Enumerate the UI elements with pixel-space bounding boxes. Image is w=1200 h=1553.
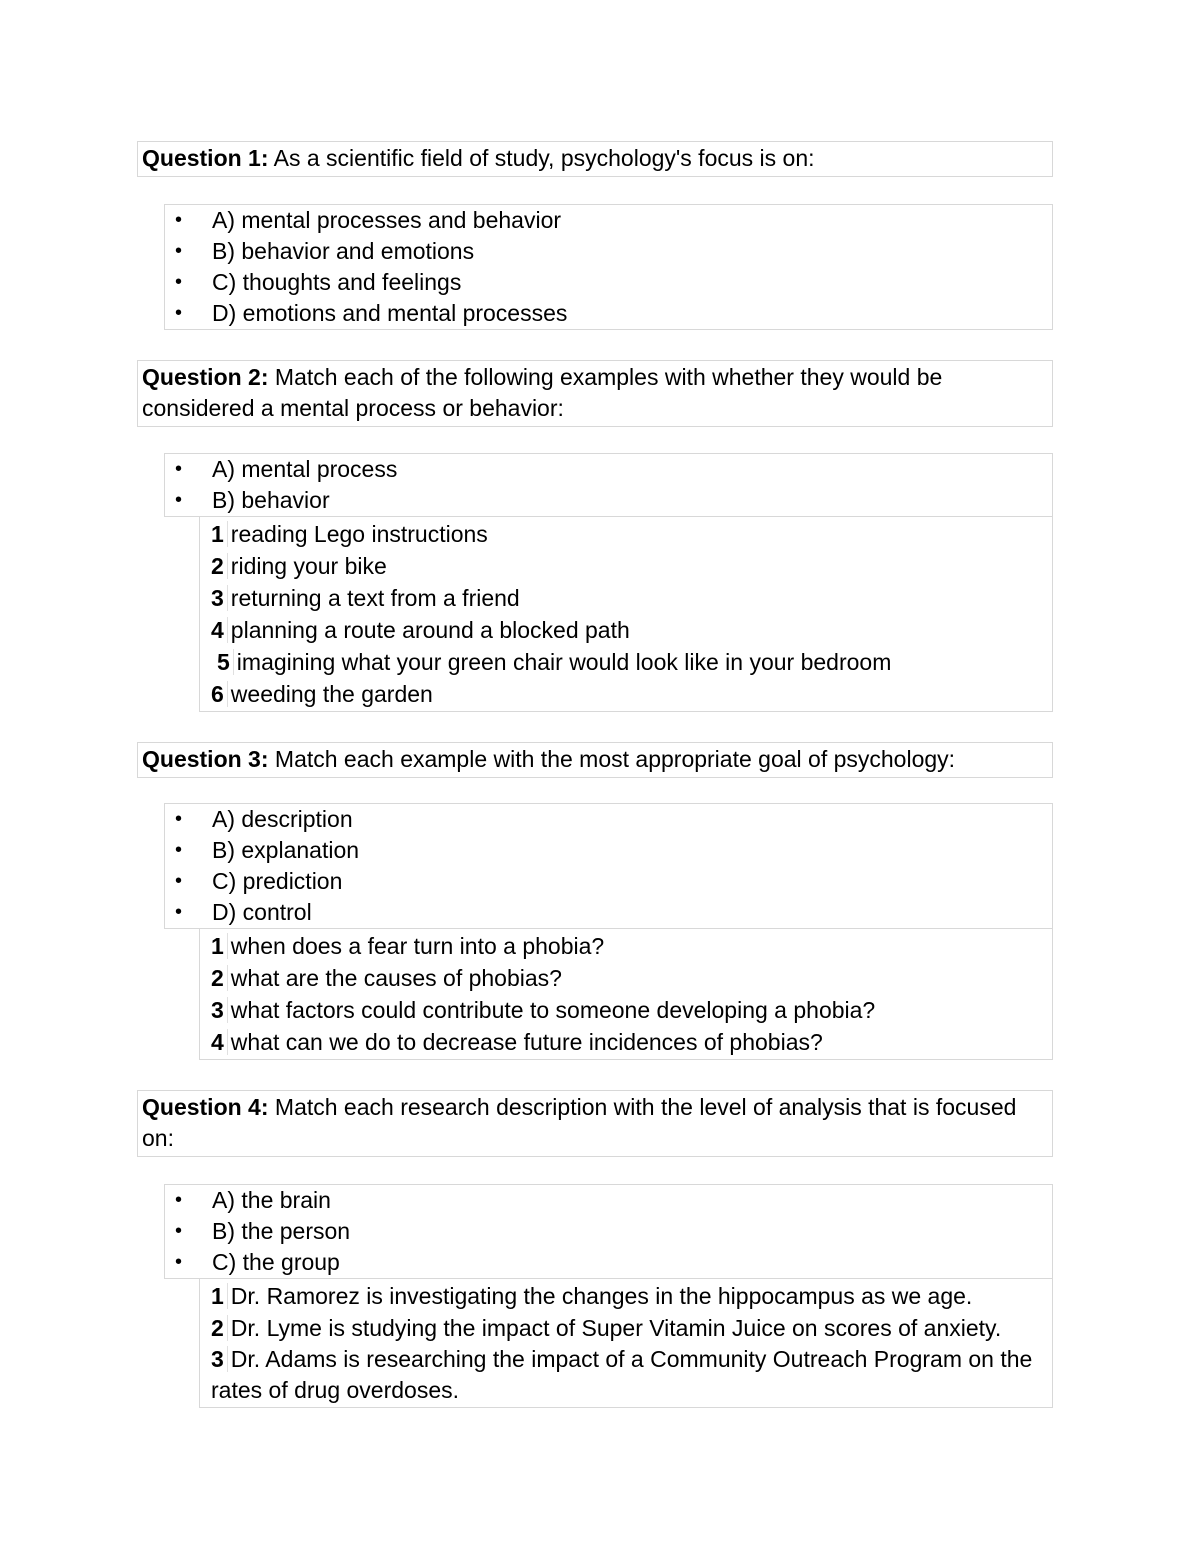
item-text: planning a route around a blocked path — [230, 617, 630, 643]
item-number: 2 — [211, 965, 228, 991]
item-text: what are the causes of phobias? — [230, 965, 562, 991]
item-text: Dr. Lyme is studying the impact of Super Vitamin Juice on scores of anxiety. — [230, 1315, 1002, 1341]
question-2-label: Question 2: — [142, 364, 269, 390]
item-number: 3 — [211, 585, 228, 611]
question-3-label: Question 3: — [142, 746, 269, 772]
list-item — [211, 930, 1044, 962]
option-item: • A) mental process — [165, 454, 1052, 485]
item-number: 1 — [211, 1283, 228, 1309]
item-number: 3 — [211, 1346, 228, 1372]
list-item — [211, 1026, 1044, 1058]
item-number: 6 — [211, 681, 228, 707]
item-text: Dr. Adams is researching the impact of a Community Outreach Program on the rates of drug overdoses. — [211, 1346, 1033, 1403]
item-number: 2 — [211, 1315, 228, 1341]
list-item — [211, 962, 1044, 994]
list-item — [211, 1344, 1044, 1406]
option-item: • B) behavior — [165, 485, 1052, 516]
item-text: weeding the garden — [230, 681, 433, 707]
item-text: returning a text from a friend — [230, 585, 520, 611]
item-number: 4 — [211, 617, 228, 643]
option-item: • D) control — [165, 897, 1052, 928]
list-item — [211, 994, 1044, 1026]
question-2-items — [199, 517, 1053, 712]
option-item: • A) description — [165, 804, 1052, 835]
question-2-options — [164, 453, 1053, 517]
item-text: imagining what your green chair would look like in your bedroom — [236, 649, 892, 675]
item-text: reading Lego instructions — [230, 521, 488, 547]
list-item — [211, 1280, 1044, 1312]
item-number: 3 — [211, 997, 228, 1023]
item-number: 1 — [211, 933, 228, 959]
option-item: • B) explanation — [165, 835, 1052, 866]
option-item: • D) emotions and mental processes — [165, 298, 1052, 329]
item-number: 4 — [211, 1029, 228, 1055]
option-item: • A) the brain — [165, 1185, 1052, 1216]
item-number: 5 — [217, 649, 234, 675]
list-item — [211, 678, 1044, 710]
item-number: 2 — [211, 553, 228, 579]
question-3-text: Match each example with the most appropriate goal of psychology: — [274, 746, 956, 772]
item-text: what factors could contribute to someone developing a phobia? — [230, 997, 876, 1023]
list-item — [211, 1312, 1044, 1344]
list-item — [211, 550, 1044, 582]
question-1-text: As a scientific field of study, psychology's focus is on: — [273, 145, 815, 171]
question-2-prompt — [137, 360, 1053, 427]
option-item: • C) prediction — [165, 866, 1052, 897]
question-1-label: Question 1: — [142, 145, 269, 171]
question-4-options — [164, 1184, 1053, 1279]
question-2-text: Match each of the following examples with whether they would be considered a mental process or behavior: — [142, 364, 943, 421]
list-item — [211, 614, 1044, 646]
option-item: • C) thoughts and feelings — [165, 267, 1052, 298]
question-4-text: Match each research description with the level of analysis that is focused on: — [142, 1094, 1017, 1151]
option-item: • C) the group — [165, 1247, 1052, 1278]
option-item: • B) the person — [165, 1216, 1052, 1247]
option-item: • A) mental processes and behavior — [165, 205, 1052, 236]
question-4-prompt — [137, 1090, 1053, 1157]
item-number: 1 — [211, 521, 228, 547]
option-item: • B) behavior and emotions — [165, 236, 1052, 267]
question-3-options — [164, 803, 1053, 929]
item-text: when does a fear turn into a phobia? — [230, 933, 605, 959]
list-item — [211, 582, 1044, 614]
question-1-prompt — [137, 141, 1053, 177]
question-4-items — [199, 1279, 1053, 1408]
question-3-items — [199, 929, 1053, 1060]
list-item — [211, 646, 1044, 678]
item-text: what can we do to decrease future incidences of phobias? — [230, 1029, 823, 1055]
list-item — [211, 518, 1044, 550]
question-1-options — [164, 204, 1053, 330]
item-text: Dr. Ramorez is investigating the changes in the hippocampus as we age. — [230, 1283, 973, 1309]
question-4-label: Question 4: — [142, 1094, 269, 1120]
question-3-prompt — [137, 742, 1053, 778]
item-text: riding your bike — [230, 553, 387, 579]
